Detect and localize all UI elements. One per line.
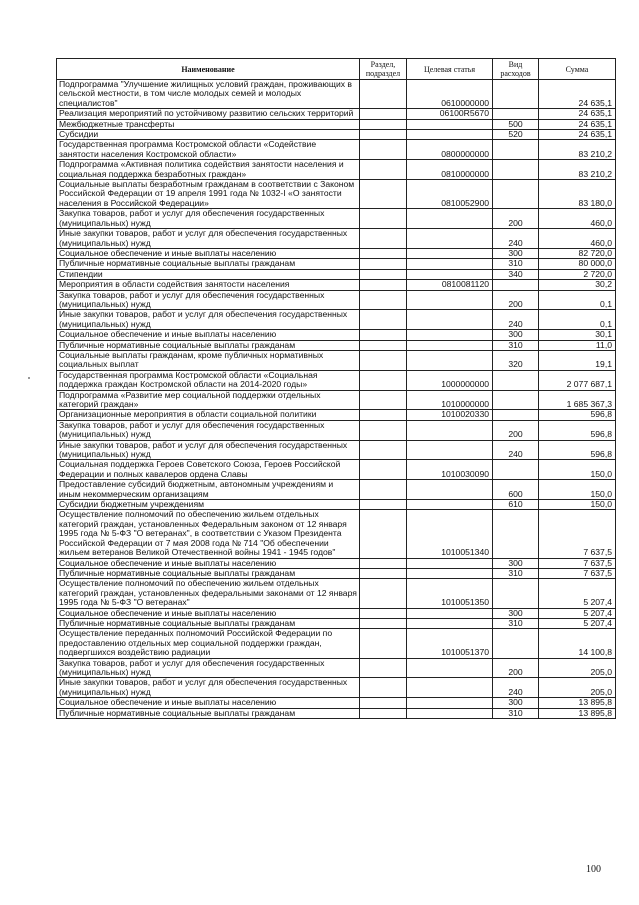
cell-name: Социальные выплаты безработным гражданам в соответствии с Законом Российской Федерации от 19 апреля 1991 года № 1032-I «О занятости населения в Российской Федерации» (57, 180, 360, 209)
cell-sum: 19,1 (539, 350, 616, 370)
table-header-row (57, 59, 616, 80)
cell-name: Публичные нормативные социальные выплаты гражданам (57, 568, 360, 578)
cell-section (360, 658, 407, 678)
cell-section (360, 80, 407, 109)
cell-name: Иные закупки товаров, работ и услуг для обеспечения государственных (муниципальных) нужд (57, 678, 360, 698)
cell-type (493, 109, 539, 119)
cell-section (360, 130, 407, 140)
cell-section (360, 290, 407, 310)
cell-name: Осуществление переданных полномочий Российской Федерации по предоставлению отдельных мер социальной поддержки граждан, подвергшихся воздействию радиации (57, 629, 360, 658)
cell-type: 310 (493, 340, 539, 350)
header-sum: Сумма (539, 59, 616, 80)
cell-article (407, 119, 493, 129)
cell-type (493, 140, 539, 160)
cell-section (360, 229, 407, 249)
cell-name: Государственная программа Костромской области «Содействие занятости населения Костромской области» (57, 140, 360, 160)
cell-article: 06100R5670 (407, 109, 493, 119)
cell-article: 1000000000 (407, 370, 493, 390)
cell-sum: 7 637,5 (539, 510, 616, 558)
cell-sum: 596,8 (539, 410, 616, 420)
cell-name: Иные закупки товаров, работ и услуг для обеспечения государственных (муниципальных) нужд (57, 440, 360, 460)
cell-sum: 205,0 (539, 678, 616, 698)
table-row (57, 658, 616, 678)
header-article: Целевая статья (407, 59, 493, 80)
cell-article: 1010030090 (407, 460, 493, 480)
cell-name: Субсидии (57, 130, 360, 140)
cell-type (493, 510, 539, 558)
cell-name: Организационные мероприятия в области социальной политики (57, 410, 360, 420)
cell-sum: 2 720,0 (539, 269, 616, 279)
cell-article: 1010051370 (407, 629, 493, 658)
table-row (57, 608, 616, 618)
cell-article: 1010000000 (407, 390, 493, 410)
table-row (57, 280, 616, 290)
cell-type: 300 (493, 558, 539, 568)
table-row (57, 140, 616, 160)
page-number: 100 (586, 864, 601, 875)
table-row (57, 310, 616, 330)
cell-name: Закупка товаров, работ и услуг для обеспечения государственных (муниципальных) нужд (57, 209, 360, 229)
table-row (57, 340, 616, 350)
header-name: Наименование (57, 59, 360, 80)
cell-section (360, 310, 407, 330)
cell-section (360, 140, 407, 160)
cell-type: 310 (493, 618, 539, 628)
cell-article (407, 248, 493, 258)
cell-section (360, 280, 407, 290)
cell-sum: 0,1 (539, 290, 616, 310)
cell-section (360, 269, 407, 279)
cell-sum: 80 000,0 (539, 259, 616, 269)
cell-article: 0610000000 (407, 80, 493, 109)
table-row (57, 390, 616, 410)
table-row (57, 558, 616, 568)
cell-sum: 24 635,1 (539, 109, 616, 119)
cell-name: Социальное обеспечение и иные выплаты населению (57, 248, 360, 258)
cell-article (407, 209, 493, 229)
cell-sum: 0,1 (539, 310, 616, 330)
table-row (57, 698, 616, 708)
cell-type (493, 180, 539, 209)
cell-name: Социальное обеспечение и иные выплаты населению (57, 698, 360, 708)
cell-article: 0810000000 (407, 160, 493, 180)
table-row (57, 330, 616, 340)
table-row (57, 460, 616, 480)
cell-section (360, 568, 407, 578)
cell-name: Публичные нормативные социальные выплаты гражданам (57, 340, 360, 350)
cell-sum: 2 077 687,1 (539, 370, 616, 390)
budget-table (56, 58, 616, 719)
cell-type: 300 (493, 698, 539, 708)
cell-type: 300 (493, 330, 539, 340)
table-row (57, 420, 616, 440)
table-row (57, 480, 616, 500)
cell-type (493, 280, 539, 290)
cell-name: Публичные нормативные социальные выплаты гражданам (57, 259, 360, 269)
cell-sum: 13 895,8 (539, 698, 616, 708)
cell-type: 600 (493, 480, 539, 500)
cell-section (360, 708, 407, 718)
cell-section (360, 678, 407, 698)
cell-section (360, 370, 407, 390)
cell-type (493, 579, 539, 608)
table-row (57, 440, 616, 460)
cell-type (493, 629, 539, 658)
cell-type: 200 (493, 658, 539, 678)
cell-name: Социальные выплаты гражданам, кроме публичных нормативных социальных выплат (57, 350, 360, 370)
cell-name: Государственная программа Костромской области «Социальная поддержка граждан Костромской области на 2014-2020 годы» (57, 370, 360, 390)
cell-article (407, 130, 493, 140)
cell-type (493, 160, 539, 180)
cell-name: Межбюджетные трансферты (57, 119, 360, 129)
table-row (57, 209, 616, 229)
table-row (57, 678, 616, 698)
table-body (57, 80, 616, 719)
cell-sum: 24 635,1 (539, 130, 616, 140)
cell-type: 310 (493, 708, 539, 718)
cell-name: Подпрограмма "Улучшение жилищных условий граждан, проживающих в сельской местности, в том числе молодых семей и молодых специалистов" (57, 80, 360, 109)
header-section: Раздел, подраздел (360, 59, 407, 80)
cell-article (407, 678, 493, 698)
cell-type: 240 (493, 229, 539, 249)
table-row (57, 180, 616, 209)
cell-type: 240 (493, 678, 539, 698)
table-row (57, 259, 616, 269)
cell-sum: 11,0 (539, 340, 616, 350)
cell-sum: 5 207,4 (539, 608, 616, 618)
cell-section (360, 209, 407, 229)
cell-name: Публичные нормативные социальные выплаты гражданам (57, 708, 360, 718)
cell-article (407, 259, 493, 269)
cell-type: 340 (493, 269, 539, 279)
cell-sum: 13 895,8 (539, 708, 616, 718)
table-row (57, 370, 616, 390)
cell-sum: 150,0 (539, 500, 616, 510)
cell-name: Реализация мероприятий по устойчивому развитию сельских территорий (57, 109, 360, 119)
cell-sum: 30,1 (539, 330, 616, 340)
table-row (57, 130, 616, 140)
cell-section (360, 629, 407, 658)
table-row (57, 510, 616, 558)
table-row (57, 269, 616, 279)
table-row (57, 229, 616, 249)
cell-name: Иные закупки товаров, работ и услуг для обеспечения государственных (муниципальных) нужд (57, 310, 360, 330)
cell-section (360, 180, 407, 209)
cell-section (360, 480, 407, 500)
cell-name: Закупка товаров, работ и услуг для обеспечения государственных (муниципальных) нужд (57, 290, 360, 310)
cell-article (407, 558, 493, 568)
cell-name: Закупка товаров, работ и услуг для обеспечения государственных (муниципальных) нужд (57, 420, 360, 440)
cell-section (360, 119, 407, 129)
cell-article (407, 420, 493, 440)
cell-name: Осуществление полномочий по обеспечению жильем отдельных категорий граждан, установленных Федеральным законом от 12 января 1995 года № 5-ФЗ "О ветеранах", в соответствии с Указом Президента Российской Федерации от 7 мая 2008 года № 714 "Об обеспечении жильем ветеранов Великой Отечественной войны 1941 - 1945 годов" (57, 510, 360, 558)
cell-type (493, 460, 539, 480)
cell-article (407, 698, 493, 708)
cell-type: 310 (493, 568, 539, 578)
table-row (57, 708, 616, 718)
cell-sum: 83 210,2 (539, 160, 616, 180)
cell-section (360, 160, 407, 180)
cell-type: 300 (493, 608, 539, 618)
cell-sum: 83 180,0 (539, 180, 616, 209)
cell-article: 0810052900 (407, 180, 493, 209)
cell-sum: 5 207,4 (539, 618, 616, 628)
cell-section (360, 460, 407, 480)
cell-name: Осуществление полномочий по обеспечению жильем отдельных категорий граждан, установленных федеральными законами от 12 января 1995 года № 5-ФЗ "О ветеранах" (57, 579, 360, 608)
table-row (57, 410, 616, 420)
cell-article (407, 310, 493, 330)
cell-name: Предоставление субсидий бюджетным, автономным учреждениям и иным некоммерческим организациям (57, 480, 360, 500)
cell-article (407, 330, 493, 340)
cell-sum: 82 720,0 (539, 248, 616, 258)
cell-article (407, 229, 493, 249)
table-row (57, 248, 616, 258)
cell-type: 200 (493, 209, 539, 229)
table-row (57, 160, 616, 180)
cell-section (360, 608, 407, 618)
cell-article (407, 618, 493, 628)
cell-type (493, 370, 539, 390)
cell-section (360, 390, 407, 410)
table-row (57, 80, 616, 109)
cell-name: Социальная поддержка Героев Советского Союза, Героев Российской Федерации и полных кавалеров ордена Славы (57, 460, 360, 480)
cell-section (360, 259, 407, 269)
cell-sum: 460,0 (539, 209, 616, 229)
table-row (57, 568, 616, 578)
cell-article (407, 500, 493, 510)
cell-type (493, 80, 539, 109)
cell-type: 500 (493, 119, 539, 129)
cell-sum: 24 635,1 (539, 119, 616, 129)
cell-type: 520 (493, 130, 539, 140)
cell-article: 0810081120 (407, 280, 493, 290)
cell-section (360, 420, 407, 440)
document-page (56, 58, 615, 719)
cell-sum: 30,2 (539, 280, 616, 290)
cell-name: Социальное обеспечение и иные выплаты населению (57, 608, 360, 618)
cell-section (360, 440, 407, 460)
cell-name: Мероприятия в области содействия занятости населения (57, 280, 360, 290)
cell-section (360, 510, 407, 558)
cell-sum: 83 210,2 (539, 140, 616, 160)
cell-sum: 14 100,8 (539, 629, 616, 658)
cell-name: Иные закупки товаров, работ и услуг для обеспечения государственных (муниципальных) нужд (57, 229, 360, 249)
cell-section (360, 330, 407, 340)
cell-section (360, 698, 407, 708)
cell-article (407, 290, 493, 310)
cell-article (407, 480, 493, 500)
cell-article: 1010051350 (407, 579, 493, 608)
cell-type (493, 410, 539, 420)
cell-type: 310 (493, 259, 539, 269)
cell-name: Подпрограмма «Активная политика содействия занятости населения и социальная поддержка безработных граждан» (57, 160, 360, 180)
table-row (57, 579, 616, 608)
table-row (57, 629, 616, 658)
cell-article (407, 708, 493, 718)
cell-section (360, 350, 407, 370)
cell-type: 240 (493, 440, 539, 460)
cell-section (360, 109, 407, 119)
cell-sum: 596,8 (539, 440, 616, 460)
cell-article (407, 340, 493, 350)
cell-sum: 150,0 (539, 460, 616, 480)
header-type: Вид расходов (493, 59, 539, 80)
cell-name: Закупка товаров, работ и услуг для обеспечения государственных (муниципальных) нужд (57, 658, 360, 678)
cell-type: 200 (493, 420, 539, 440)
cell-sum: 150,0 (539, 480, 616, 500)
cell-article: 1010020330 (407, 410, 493, 420)
scan-speck (28, 377, 30, 379)
cell-name: Социальное обеспечение и иные выплаты населению (57, 330, 360, 340)
cell-section (360, 248, 407, 258)
table-row (57, 350, 616, 370)
cell-article (407, 658, 493, 678)
cell-type: 240 (493, 310, 539, 330)
cell-type: 200 (493, 290, 539, 310)
cell-article (407, 608, 493, 618)
cell-name: Стипендии (57, 269, 360, 279)
cell-sum: 24 635,1 (539, 80, 616, 109)
cell-sum: 7 637,5 (539, 568, 616, 578)
cell-name: Субсидии бюджетным учреждениям (57, 500, 360, 510)
cell-section (360, 340, 407, 350)
table-row (57, 109, 616, 119)
cell-section (360, 579, 407, 608)
table-row (57, 500, 616, 510)
cell-sum: 7 637,5 (539, 558, 616, 568)
cell-article: 0800000000 (407, 140, 493, 160)
cell-name: Социальное обеспечение и иные выплаты населению (57, 558, 360, 568)
cell-section (360, 618, 407, 628)
cell-article (407, 568, 493, 578)
cell-section (360, 410, 407, 420)
cell-sum: 460,0 (539, 229, 616, 249)
cell-article (407, 350, 493, 370)
cell-type: 300 (493, 248, 539, 258)
cell-type (493, 390, 539, 410)
cell-sum: 205,0 (539, 658, 616, 678)
table-row (57, 119, 616, 129)
cell-article (407, 440, 493, 460)
cell-sum: 596,8 (539, 420, 616, 440)
cell-sum: 5 207,4 (539, 579, 616, 608)
cell-article: 1010051340 (407, 510, 493, 558)
table-row (57, 290, 616, 310)
cell-type: 610 (493, 500, 539, 510)
cell-section (360, 500, 407, 510)
cell-name: Подпрограмма «Развитие мер социальной поддержки отдельных категорий граждан» (57, 390, 360, 410)
cell-article (407, 269, 493, 279)
cell-section (360, 558, 407, 568)
cell-sum: 1 685 367,3 (539, 390, 616, 410)
table-row (57, 618, 616, 628)
cell-type: 320 (493, 350, 539, 370)
cell-name: Публичные нормативные социальные выплаты гражданам (57, 618, 360, 628)
